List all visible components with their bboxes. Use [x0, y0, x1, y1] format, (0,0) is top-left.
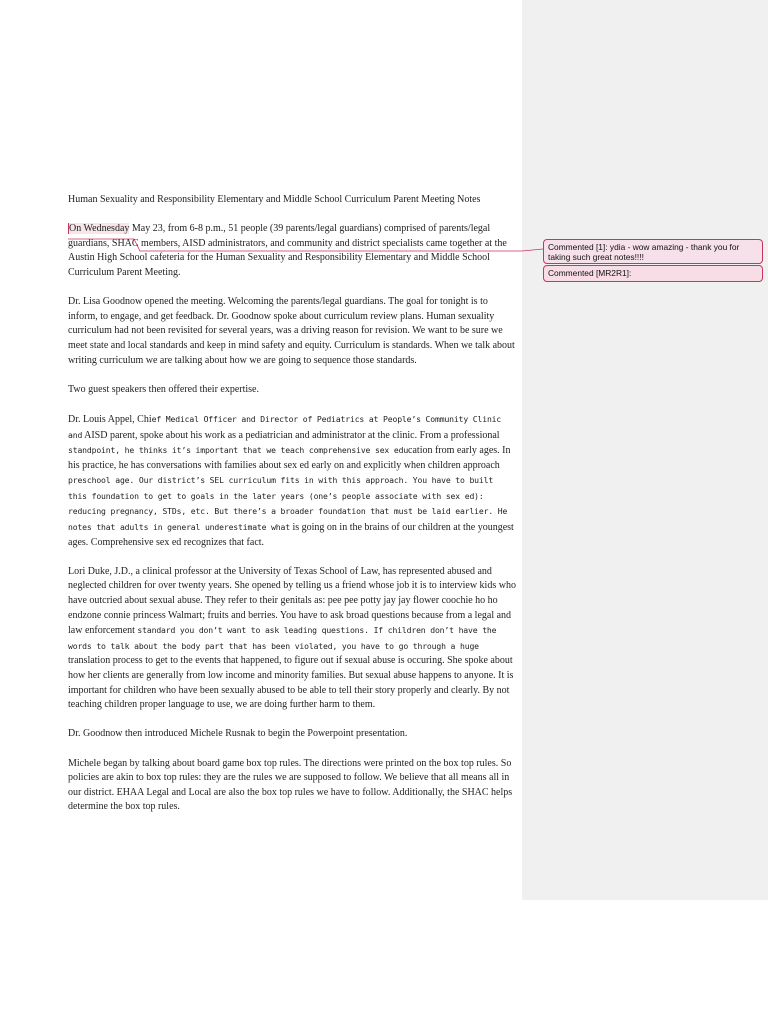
paragraph-goodnow: Dr. Lisa Goodnow opened the meeting. Welcoming the parents/legal guardians. The goal for tonight is to inform, to engage, and get feedback. Dr. Goodnow spoke about curriculum review plans. Human sexuality curriculum had not been revisited for several years, was a driving reason for revision. We want to be sure we meet state and local standards and keep in mind safety and equity. Curriculum is standards. When we talk about writing curriculum we are talking about how we are going to sequence those standards.	[68, 296, 515, 366]
paragraph-appel: Dr. Louis Appel, Chief Medical Officer and Director of Pediatrics at People’s Community Clinic and AISD parent, spoke about his work as a pediatrician and administrator at the clinic. From a professional standpoint, he thinks it’s important that we teach comprehensive sex education from early ages. In his practice, he has conversations with families about sex ed early on and explicitly when children approach preschool age. Our district’s SEL curriculum fits in with this approach. You have to built this foundation to get to goals in the later years (one’s people associate with sex ed): reducing pregnancy, STDs, etc. But there’s a broader foundation that must be laid earlier. He notes that adults in general underestimate what is going on in the brains of our children at the youngest ages. Comprehensive sex ed recognizes that fact.	[68, 413, 514, 548]
paragraph-rusnak-intro: Dr. Goodnow then introduced Michele Rusnak to begin the Powerpoint presentation.	[68, 728, 408, 740]
comment-author: Commented [MR2R1]:	[548, 268, 632, 278]
paragraph-meeting-intro: On Wednesday May 23, from 6-8 p.m., 51 people (39 parents/legal guardians) comprised of parents/legal guardians, SHAC members, AISD administrators, and community and district specialists came together at the Austin High School cafeteria for the Human Sexuality and Responsibility Elementary and Middle School Curriculum Parent Meeting.	[68, 223, 507, 278]
comment-balloon-2[interactable]	[543, 265, 763, 282]
paragraph-duke: Lori Duke, J.D., a clinical professor at the University of Texas School of Law, has represented abused and neglected children for over twenty years. She opened by telling us a friend whose job it is to interview kids who have outcried about sexual abuse. They refer to their genitals as: pee pee potty jay jay flower coochie ho ho endzone connie princess Walmart; fruits and berries. You have to ask broad questions because from a legal and law enforcement standard you don’t want to ask leading questions. If children don’t have the words to talk about the body part that has been violated, you have to go through a huge translation process to get to the events that happened, to figure out if sexual abuse is occuring. She spoke about how her clients are generally from low income and minority families. But sexual abuse happens to anyone. It is important for children who have been sexually abused to be able to tell their story properly and clearly. By not teaching children proper language to use, we are doing further harm to them.	[68, 565, 516, 711]
commented-text[interactable]: On Wednesday	[69, 223, 130, 235]
comment-balloon-1[interactable]	[543, 239, 763, 264]
document-body[interactable]	[68, 193, 516, 830]
paragraph-box-top-rules: Michele began by talking about board game box top rules. The directions were printed on the box top rules. So policies are akin to box top rules: they are the rules we are supposed to follow. We believe that all means all in our district. EHAA Legal and Local are also the box top rules we have to follow. Additionally, the SHAC helps determine the box top rules.	[68, 757, 513, 813]
comment-author: Commented [1]:	[548, 242, 608, 252]
comment-text: ydia - wow amazing - thank you for taking such great notes!!!!	[548, 242, 740, 262]
comments-pane	[522, 0, 768, 900]
paragraph-guest-speakers: Two guest speakers then offered their expertise.	[68, 383, 259, 395]
doc-title: Human Sexuality and Responsibility Elementary and Middle School Curriculum Parent Meeting Notes	[68, 194, 481, 205]
